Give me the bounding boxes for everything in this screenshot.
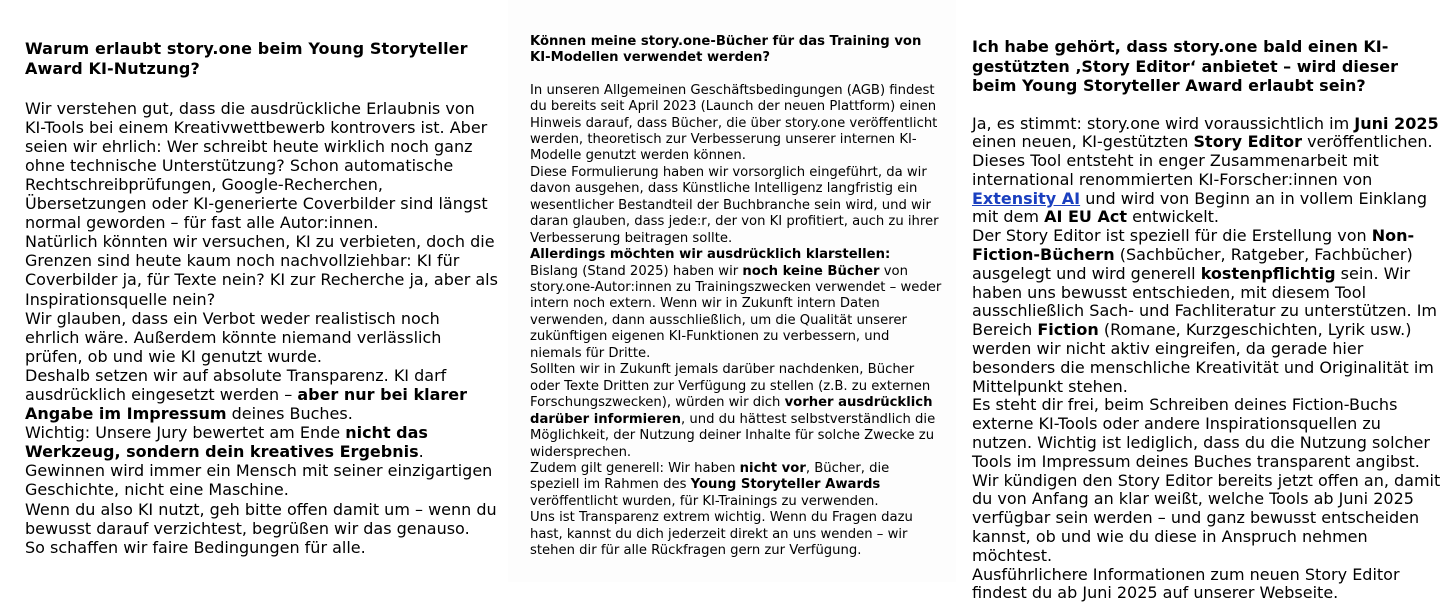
faq-paragraph (972, 115, 1442, 153)
emphasis-text: aber nur bei klarer Angabe im Impressum (25, 385, 468, 424)
text-run: Der Story Editor ist speziell für die Erstellung von (972, 226, 1372, 246)
faq-paragraph: Natürlich könnten wir versuchen, KI zu verbieten, doch die Grenzen sind heute kaum noch nachvollziehbar: KI für Coverbilder ja, für Texte nein? KI zur Recherche ja, aber als Inspirationsquelle nein? (25, 232, 498, 309)
faq-paragraph (972, 152, 1442, 227)
text-run: Zudem gilt generell: Wir haben (530, 461, 740, 477)
faq-paragraph (972, 227, 1442, 396)
text-run: veröffentlichen. (1301, 132, 1433, 152)
text-run: (Sachbücher, Ratgeber, Fachbücher) ausgelegt und wird generell (972, 245, 1413, 283)
emphasis-text: noch keine Bücher (742, 263, 880, 279)
text-run: einen neuen, KI-gestützten (972, 132, 1194, 152)
text-run: Deshalb setzen wir auf absolute Transparenz. KI darf ausdrücklich eingesetzt werden – (25, 365, 447, 404)
faq-paragraph (530, 362, 942, 461)
emphasis-text: Non-Fiction-Büchern (972, 226, 1415, 265)
text-run: Ja, es stimmt: story.one wird voraussichtlich im (972, 113, 1355, 133)
faq-column-ai-training (508, 0, 956, 582)
text-run: von story.one-Autor:innen zu Trainingszwecken verwendet – weder intern noch extern. Wenn wir in Zukunft intern Daten verwenden, dann ausschließlich, um die Qualität unserer zukünftigen eigenen KI-Funktionen zu verbessern, und niemals für Dritte. (530, 263, 942, 361)
text-run: sein. Wir haben uns bewusst entschieden, mit diesem Tool ausschließlich Sach- und Fachliteratur zu unterstützen. Im Bereich (972, 263, 1437, 340)
faq-paragraph: Uns ist Transparenz extrem wichtig. Wenn du Fragen dazu hast, kannst du dich jederzeit direkt an uns wenden – wir stehen dir für alle Rückfragen gern zur Verfügung. (530, 510, 913, 559)
emphasis-text: Fiction (1037, 320, 1099, 340)
faq-paragraph: Wir kündigen den Story Editor bereits jetzt offen an, damit du von Anfang an klar weißt, welche Tools ab Juni 2025 verfügbar sein werden – und ganz bewusst entscheiden kannst, ob und wie du diese in Anspruch nehmen möchtest. (972, 470, 1441, 565)
faq-paragraph: In unseren Allgemeinen Geschäftsbedingungen (AGB) findest du bereits seit April 2023 (Launch der neuen Plattform) einen Hinweis darauf, dass Bücher, die über story.one veröffentlicht werden, theoretisch zur Verbesserung unserer internen KI-Modelle genutzt werden können. (530, 82, 938, 164)
text-run: veröffentlicht wurden, für KI-Trainings zu verwenden. (530, 493, 879, 509)
faq-paragraph: Wenn du also KI nutzt, geh bitte offen damit um – wenn du bewusst darauf verzichtest, begrüßen wir das genauso. (25, 499, 497, 538)
faq-column-story-editor (956, 0, 1456, 603)
faq-paragraph (530, 264, 942, 363)
emphasis-text: Allerdings möchten wir ausdrücklich klarstellen: (530, 247, 891, 263)
extensity-ai-link[interactable]: Extensity AI (972, 188, 1081, 208)
text-run: Dieses Tool entsteht in enger Zusammenarbeit mit international renommierten KI-Forscher:innen von (972, 151, 1379, 189)
emphasis-text: Young Storyteller Awards (690, 477, 881, 493)
text-run: Bislang (Stand 2025) haben wir (530, 263, 743, 279)
text-run: (Romane, Kurzgeschichten, Lyrik usw.) werden wir nicht aktiv eingreifen, da gerade hier besonders die menschliche Kreativität und Originalität im Mittelpunkt stehen. (972, 320, 1434, 396)
text-run: entwickelt. (1126, 207, 1219, 227)
emphasis-text: nicht vor (739, 461, 806, 477)
text-run: , und du hättest selbstverständlich die Möglichkeit, der Nutzung deiner Inhalte für solche Zwecke zu widersprechen. (530, 411, 936, 460)
faq-heading: Ich habe gehört, dass story.one bald einen KI-gestützten ‚Story Editor‘ anbietet – wird dieser beim Young Storyteller Award erlaubt sein? (972, 37, 1398, 95)
faq-paragraph: Es steht dir frei, beim Schreiben deines Fiction-Buchs externe KI-Tools oder andere Inspirationsquellen zu nutzen. Wichtig ist lediglich, dass du die Nutzung solcher Tools im Impressum deines Buches transparent angibst. (972, 395, 1430, 471)
text-run: deines Buches. (226, 404, 353, 424)
emphasis-text: nicht das Werkzeug, sondern dein kreatives Ergebnis (25, 423, 428, 462)
emphasis-text: vorher ausdrücklich darüber informieren (530, 395, 933, 427)
emphasis-text: AI EU Act (1044, 207, 1127, 227)
faq-paragraph (25, 366, 498, 423)
text-run: und wird von Beginn an in vollem Einklang mit dem (972, 188, 1427, 227)
faq-paragraph (25, 423, 498, 499)
emphasis-text: kostenpflichtig (1200, 263, 1336, 283)
text-run: , Bücher, die speziell im Rahmen des (530, 461, 890, 493)
faq-paragraph (530, 247, 942, 263)
text-run: Wichtig: Unsere Jury bewertet am Ende (25, 423, 346, 443)
faq-heading: Können meine story.one-Bücher für das Training von KI-Modellen verwendet werden? (530, 34, 922, 66)
emphasis-text: Story Editor (1193, 132, 1302, 152)
text-run: . Gewinnen wird immer ein Mensch mit seiner einzigartigen Geschichte, nicht eine Maschine. (25, 442, 493, 500)
text-run: Sollten wir in Zukunft jemals darüber nachdenken, Bücher oder Texte Dritten zur Verfügung zu stellen (z.B. zu externen Forschungszwecken), würden wir dich (530, 362, 931, 411)
faq-paragraph: Ausführlichere Informationen zum neuen Story Editor findest du ab Juni 2025 auf unserer Webseite. (972, 564, 1400, 603)
faq-heading: Warum erlaubt story.one beim Young Storyteller Award KI-Nutzung? (25, 39, 468, 78)
faq-paragraph (530, 461, 942, 510)
emphasis-text: Juni 2025 (1354, 113, 1439, 133)
faq-paragraph: Wir glauben, dass ein Verbot weder realistisch noch ehrlich wäre. Außerdem könnte niemand verlässlich prüfen, ob und wie KI genutzt wurde. (25, 308, 442, 366)
faq-column-ai-usage (0, 0, 508, 582)
faq-paragraph: So schaffen wir faire Bedingungen für alle. (25, 537, 366, 557)
faq-paragraph: Diese Formulierung haben wir vorsorglich eingeführt, da wir davon ausgehen, dass Künstliche Intelligenz langfristig ein wesentlicher Bestandteil der Buchbranche sein wird, und wir daran glauben, dass jede:r, der von KI profitiert, auch zu ihrer Verbesserung beitragen sollte. (530, 164, 939, 246)
faq-paragraph: Wir verstehen gut, dass die ausdrückliche Erlaubnis von KI-Tools bei einem Kreativwettbewerb kontrovers ist. Aber seien wir ehrlich: Wer schreibt heute wirklich noch ganz ohne technische Unterstützung? Schon automatische Rechtschreibprüfungen, Google-Recherchen, Übersetzungen oder KI-generierte Coverbilder sind längst normal geworden – für fast alle Autor:innen. (25, 98, 488, 233)
